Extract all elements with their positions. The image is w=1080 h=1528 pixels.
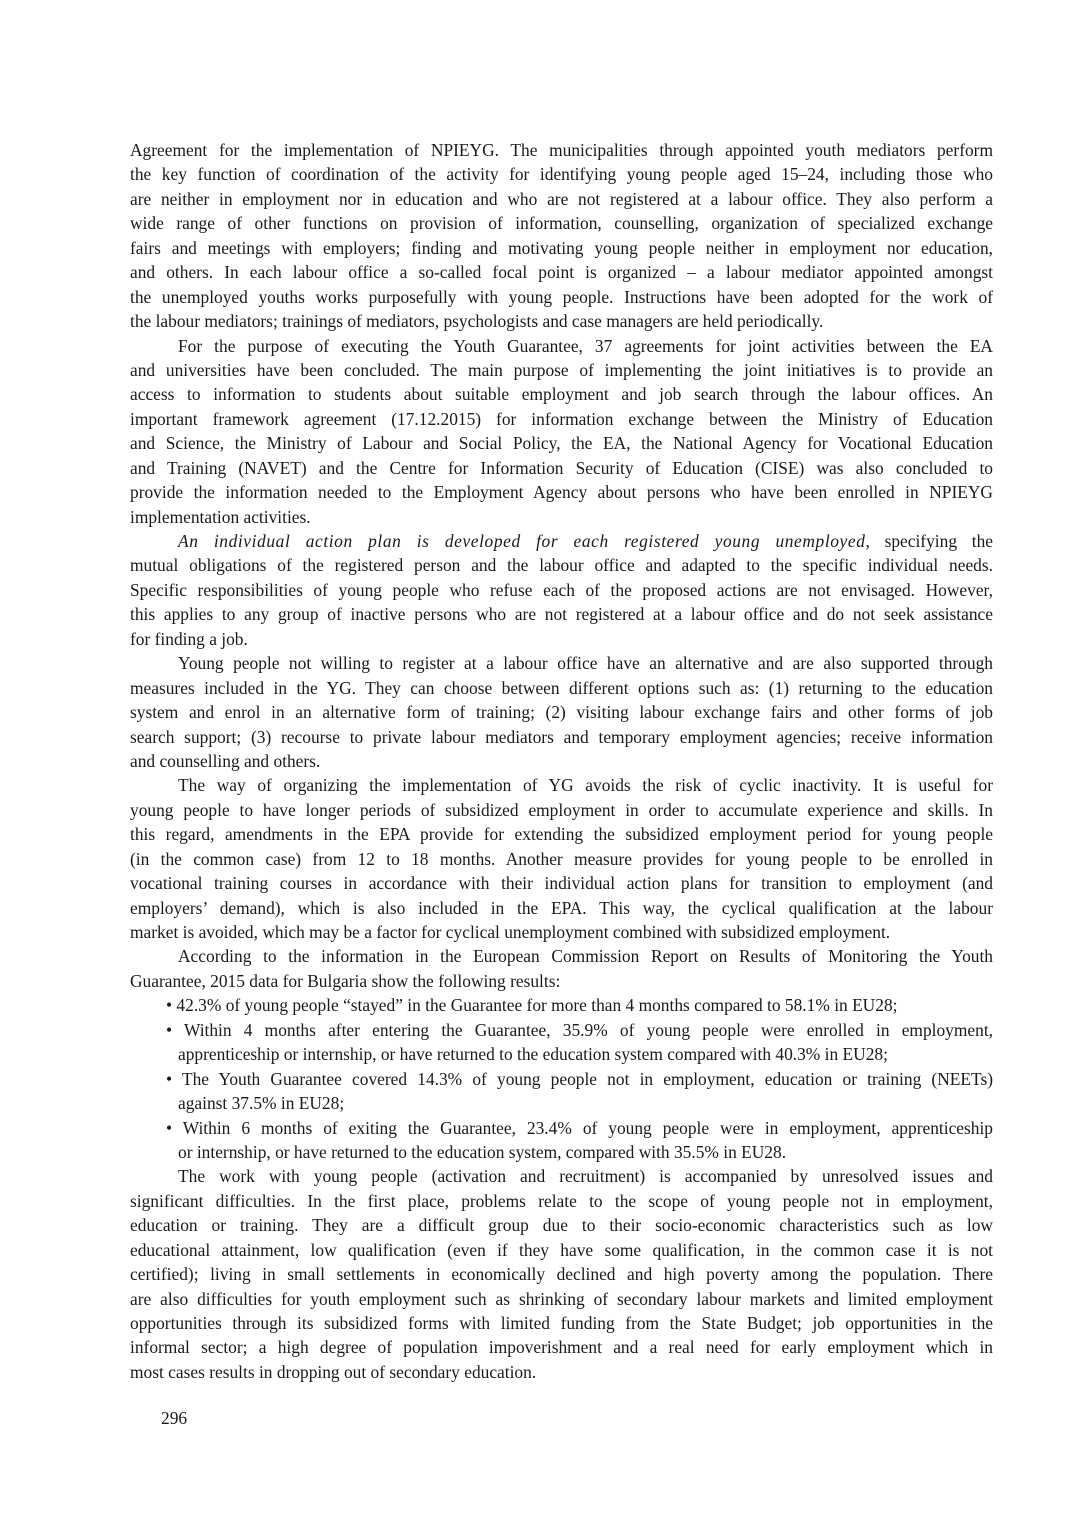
- bullet-item: [130, 1018, 993, 1067]
- text-line: For the purpose of executing the Youth Guarantee, 37 agreements for joint activities between the EA: [178, 335, 993, 356]
- text-line: the key function of coordination of the activity for identifying young people aged 15–24, including those who: [130, 164, 993, 185]
- text-line: and others. In each labour office a so-called focal point is organized – a labour mediator appointed amongst: [130, 262, 993, 283]
- paragraph: [130, 1164, 993, 1384]
- text-line: most cases results in dropping out of secondary education.: [130, 1361, 537, 1382]
- text-line: Agreement for the implementation of NPIEYG. The municipalities through appointed youth mediators perform: [130, 140, 993, 160]
- text-line: or internship, or have returned to the education system, compared with 35.5% in EU28.: [178, 1141, 787, 1162]
- paragraph: [130, 944, 993, 993]
- text-line: (in the common case) from 12 to 18 months. Another measure provides for young people to be enrolled in: [130, 848, 993, 869]
- text-line: implementation activities.: [130, 506, 311, 527]
- text-line: access to information to students about suitable employment and job search through the labour offices. An: [130, 384, 993, 405]
- paragraph: [130, 773, 993, 944]
- bullet-item: [130, 993, 993, 1017]
- text-line: According to the information in the European Commission Report on Results of Monitoring the Youth: [178, 946, 993, 967]
- paragraph: [130, 334, 993, 530]
- text-line: • The Youth Guarantee covered 14.3% of young people not in employment, education or training (NEETs): [166, 1068, 993, 1089]
- text-line: significant difficulties. In the first place, problems relate to the scope of young people not in employment,: [130, 1190, 993, 1211]
- text-line: this regard, amendments in the EPA provide for extending the subsidized employment period for young people: [130, 824, 993, 845]
- text-line: search support; (3) recourse to private labour mediators and temporary employment agencies; receive information: [130, 726, 993, 747]
- text-line: this applies to any group of inactive persons who are not registered at a labour office and do not seek assistance: [130, 604, 993, 625]
- text-line: and Training (NAVET) and the Centre for Information Security of Education (CISE) was also concluded to: [130, 457, 993, 478]
- text-line: are neither in employment nor in education and who are not registered at a labour office. They also perform a: [130, 188, 993, 209]
- text-line: vocational training courses in accordance with their individual action plans for transition to employment (and: [130, 873, 993, 894]
- text-line: are also difficulties for youth employment such as shrinking of secondary labour markets and limited employment: [130, 1288, 993, 1309]
- text-line: and universities have been concluded. The main purpose of implementing the joint initiatives is to provide an: [130, 359, 993, 380]
- text-line: Young people not willing to register at a labour office have an alternative and are also supported through: [178, 653, 993, 674]
- text-line: opportunities through its subsidized forms with limited funding from the State Budget; job opportunities in the: [130, 1313, 993, 1333]
- text-line: young people to have longer periods of subsidized employment in order to accumulate experience and skills. In: [130, 799, 993, 820]
- text-line: Guarantee, 2015 data for Bulgaria show the following results:: [130, 970, 561, 991]
- text-line: and Science, the Ministry of Labour and Social Policy, the EA, the National Agency for Vocational Education: [130, 433, 993, 454]
- text-line: education or training. They are a difficult group due to their socio-economic characteristics such as low: [130, 1215, 993, 1236]
- text-line: • Within 6 months of exiting the Guarantee, 23.4% of young people were in employment, apprenticeship: [166, 1117, 993, 1138]
- text-line: • Within 4 months after entering the Guarantee, 35.9% of young people were enrolled in employment,: [166, 1019, 993, 1040]
- paragraph: [130, 138, 993, 334]
- text-line: The work with young people (activation and recruitment) is accompanied by unresolved issues and: [178, 1166, 993, 1187]
- bullet-item: [130, 1067, 993, 1116]
- text-line: provide the information needed to the Employment Agency about persons who have been enrolled in NPIEYG: [130, 482, 993, 503]
- text-line: against 37.5% in EU28;: [178, 1093, 345, 1114]
- text-line: the unemployed youths works purposefully with young people. Instructions have been adopted for the work of: [130, 286, 993, 307]
- paragraph: [130, 651, 993, 773]
- text-line: wide range of other functions on provision of information, counselling, organization of specialized exchange: [130, 213, 993, 234]
- text-line: system and enrol in an alternative form of training; (2) visiting labour exchange fairs and other forms of job: [130, 702, 993, 723]
- page-body-text: [130, 138, 993, 1384]
- text-line: mutual obligations of the registered person and the labour office and adapted to the specific individual needs.: [130, 555, 993, 576]
- text-line: and counselling and others.: [130, 750, 321, 771]
- text-line: informal sector; a high degree of population impoverishment and a real need for early employment which in: [130, 1337, 993, 1358]
- text-line: Specific responsibilities of young people who refuse each of the proposed actions are not envisaged. However,: [130, 579, 993, 600]
- text-line: fairs and meetings with employers; finding and motivating young people neither in employment nor education,: [130, 237, 993, 258]
- text-line: for finding a job.: [130, 628, 248, 649]
- paragraph: [130, 529, 993, 651]
- text-line: certified); living in small settlements in economically declined and high poverty among the population. There: [130, 1264, 993, 1285]
- text-line: important framework agreement (17.12.2015) for information exchange between the Ministry of Education: [130, 408, 993, 429]
- text-line: An individual action plan is developed for each registered young unemployed, specifying the: [178, 531, 993, 551]
- text-line: • 42.3% of young people “stayed” in the Guarantee for more than 4 months compared to 58.1% in EU28;: [166, 995, 898, 1016]
- text-line: The way of organizing the implementation of YG avoids the risk of cyclic inactivity. It is useful for: [178, 775, 993, 796]
- text-line: market is avoided, which may be a factor for cyclical unemployment combined with subsidized employment.: [130, 922, 891, 942]
- bullet-item: [130, 1116, 993, 1165]
- page-number: 296: [161, 1408, 188, 1428]
- text-line: measures included in the YG. They can choose between different options such as: (1) returning to the education: [130, 677, 993, 698]
- text-line: employers’ demand), which is also included in the EPA. This way, the cyclical qualification at the labour: [130, 897, 993, 918]
- text-line: educational attainment, low qualification (even if they have some qualification, in the common case it is not: [130, 1239, 993, 1260]
- emphasized-text: An individual action plan is developed for each registered young unemployed: [178, 531, 866, 551]
- text-line: the labour mediators; trainings of mediators, psychologists and case managers are held periodically.: [130, 311, 824, 332]
- text-line: apprenticeship or internship, or have returned to the education system compared with 40.3% in EU28;: [178, 1044, 888, 1065]
